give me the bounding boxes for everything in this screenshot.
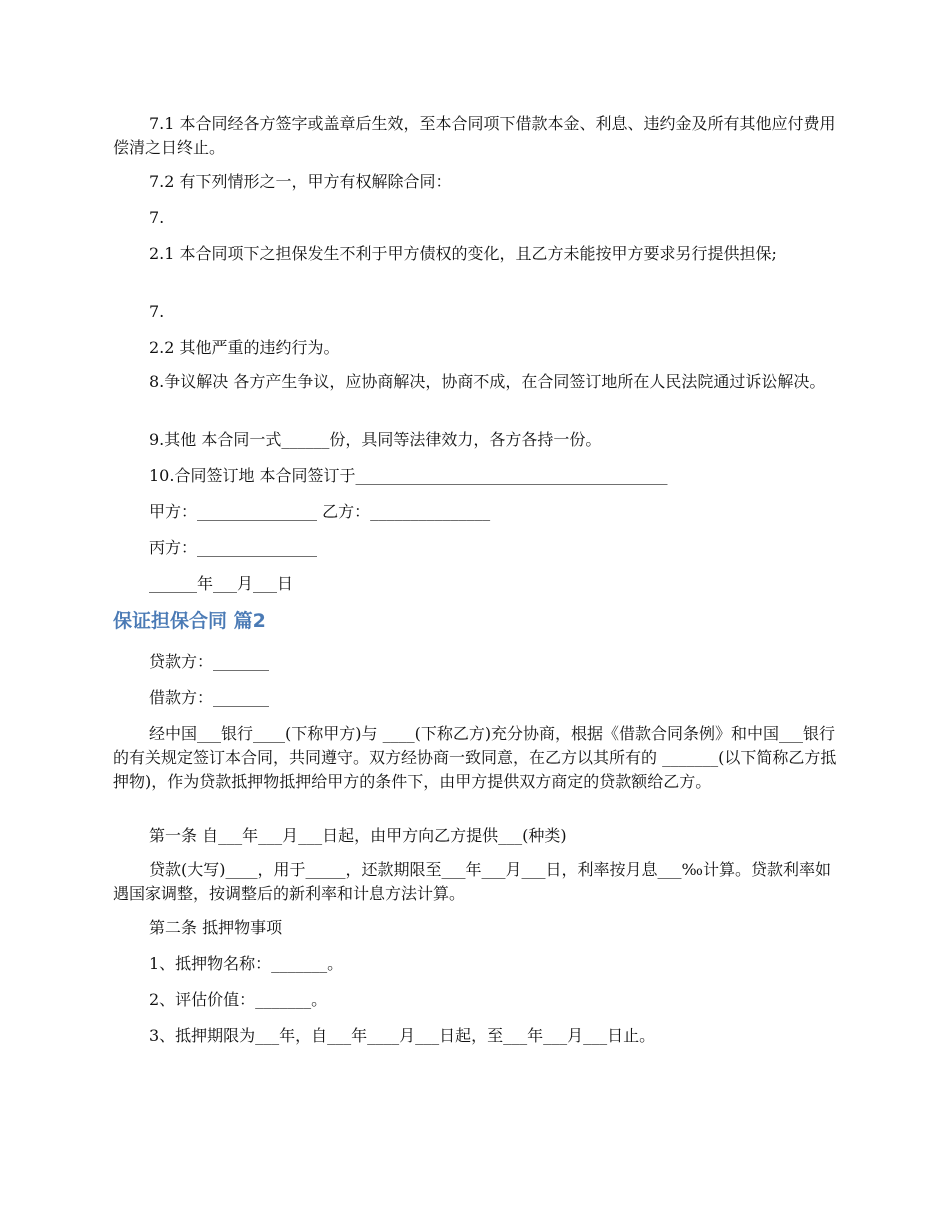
lender-line: 贷款方：_______ (149, 652, 270, 671)
clause-8-dispute: 8.争议解决 各方产生争议，应协商解决，协商不成，在合同签订地所在人民法院通过诉讼解决。 (149, 372, 826, 391)
contract-preamble: 经中国___银行____(下称甲方)与 ____(下称乙方)充分协商，根据《借款合同条例》和中国___银行的有关规定签订本合同，共同遵守。双方经协商一致同意，在乙方以其所有的 _______(以下简称乙方抵押物)，作为贷款抵押物抵押给甲方的条件下，由甲方提供双方商定的贷款额给乙方。 (113, 724, 837, 791)
clause-7-prefix-b: 7. (149, 302, 165, 321)
clause-7-2-1: 2.1 本合同项下之担保发生不利于甲方债权的变化，且乙方未能按甲方要求另行提供担保; (149, 244, 777, 263)
date-line: ______年___月___日 (149, 574, 294, 593)
article-1: 第一条 自___年___月___日起，由甲方向乙方提供___(种类) (149, 826, 567, 845)
party-c-signature-line: 丙方：_______________ (149, 538, 318, 557)
collateral-value: 2、评估价值：_______。 (149, 990, 328, 1009)
clause-10-signing-place: 10.合同签订地 本合同签订于_______________________________________ (149, 466, 668, 485)
collateral-name: 1、抵押物名称：_______。 (149, 954, 344, 973)
clause-7-2-2: 2.2 其他严重的违约行为。 (149, 338, 340, 357)
clause-7-1: 7.1 本合同经各方签字或盖章后生效，至本合同项下借款本金、利息、违约金及所有其他应付费用偿清之日终止。 (113, 114, 836, 157)
clause-7-2: 7.2 有下列情形之一，甲方有权解除合同： (149, 172, 452, 191)
party-a-b-signature-line: 甲方：_______________ 乙方：_______________ (149, 502, 491, 521)
borrower-line: 借款方：_______ (149, 688, 270, 707)
article-2-title: 第二条 抵押物事项 (149, 918, 283, 937)
loan-terms: 贷款(大写)____，用于_____，还款期限至___年___月___日，利率按月息___‰计算。贷款利率如遇国家调整，按调整后的新利率和计息方法计算。 (113, 860, 831, 903)
clause-7-prefix-a: 7. (149, 208, 165, 227)
clause-9-other: 9.其他 本合同一式______份，具同等法律效力，各方各持一份。 (149, 430, 602, 449)
collateral-term: 3、抵押期限为___年，自___年____月___日起，至___年___月___日止。 (149, 1026, 656, 1045)
section-heading: 保证担保合同 篇2 (113, 610, 266, 632)
